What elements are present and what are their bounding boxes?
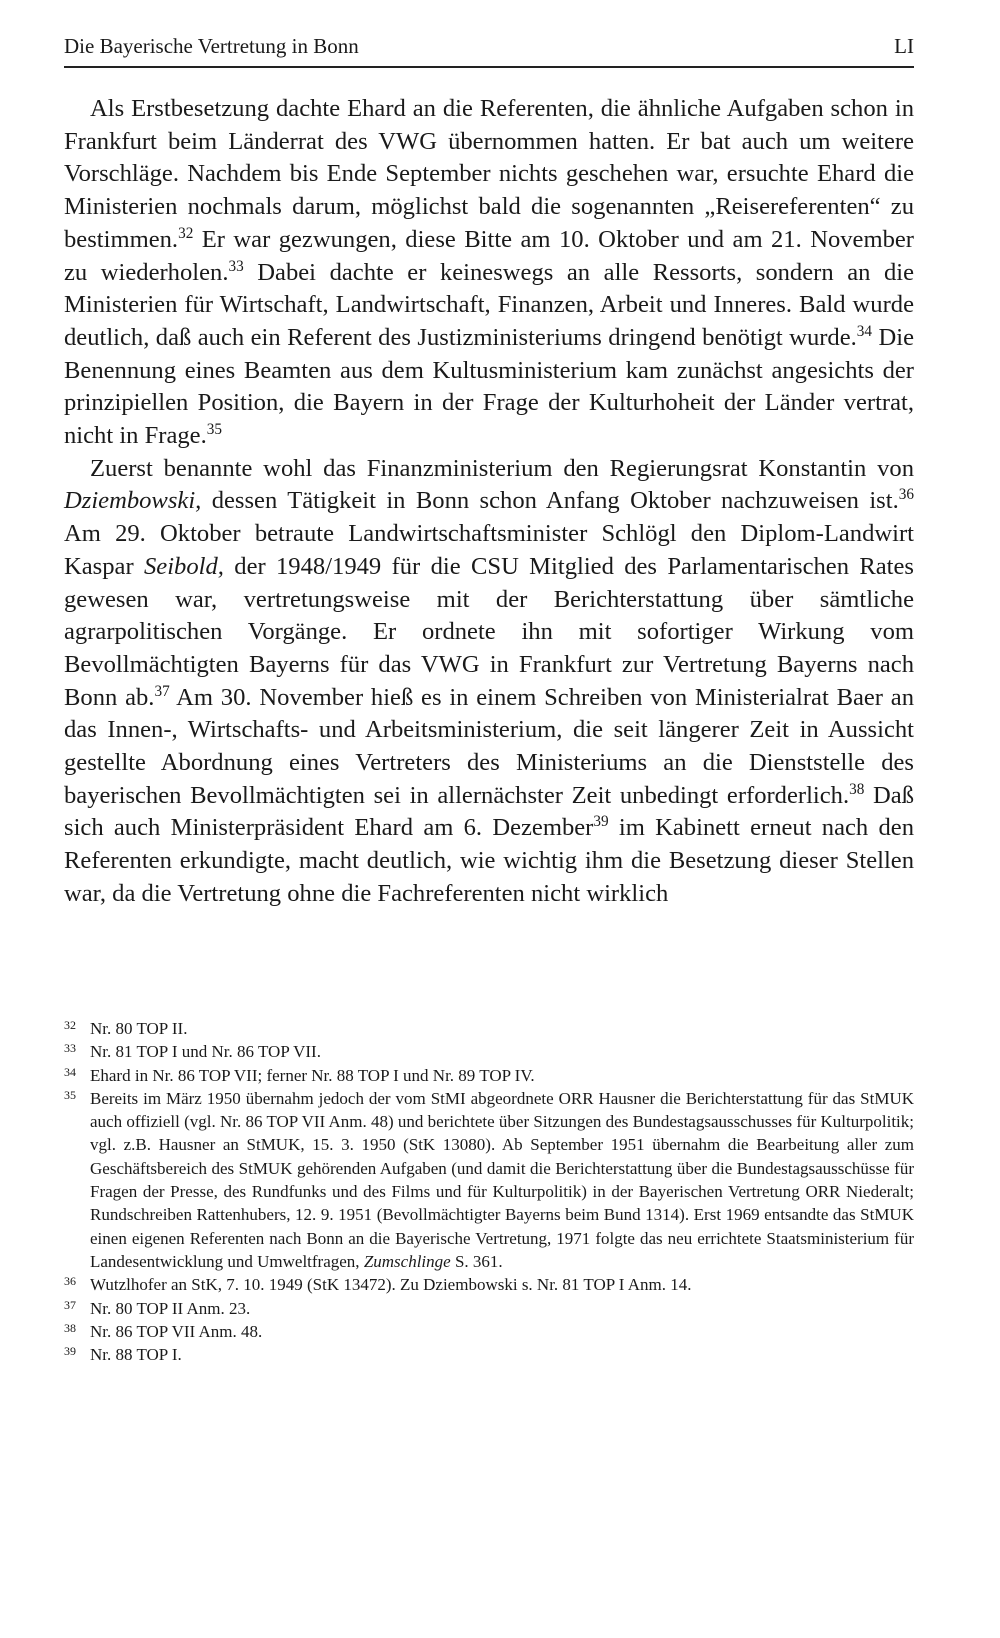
footnote-text: Ehard in Nr. 86 TOP VII; ferner Nr. 88 TOP I und Nr. 89 TOP IV. [90, 1065, 535, 1085]
footnote-number: 33 [64, 1041, 76, 1056]
footnote-number: 34 [64, 1064, 76, 1079]
footnote [64, 1040, 914, 1063]
body-text [64, 93, 914, 911]
footnote [64, 1320, 914, 1343]
footnote-number: 32 [64, 1018, 76, 1032]
text-run: Bereits im März 1950 übernahm jedoch der vom StMI abgeordnete ORR Hausner die Berichterstattung für das StMUK auch offiziell (vgl. Nr. 86 TOP VII Anm. 48) und berichtete über Sitzungen des Bundestagsausschusses für Kulturpolitik; vgl. z.B. Hausner an StMUK, 15. 3. 1950 (StK 13080). Ab September 1951 übernahm die Bearbeitung aller zum Geschäftsbereich des StMUK gehörenden Aufgaben (und damit die Berichterstattung über die Bundestagsausschüsse für Fragen der Presse, des Rundfunks und des Films und für Kulturpolitik) in der Bayerischen Vertretung ORR Niederalt; Rundschreiben Rattenhubers, 12. 9. 1951 (Bevollmächtigter Bayerns beim Bund 1314). Erst 1969 entsandte das StMUK einen eigenen Referenten nach Bonn an die Bayerische Vertretung, 1971 folgte das neu errichtete Staatsministerium für Landesentwicklung und Umweltfragen, [90, 1088, 914, 1271]
footnote [64, 1273, 914, 1296]
header-title: Die Bayerische Vertretung in Bonn [64, 34, 359, 58]
footnotes [64, 1017, 914, 1366]
footnote [64, 1064, 914, 1087]
paragraph [64, 453, 914, 911]
footnote-ref[interactable]: 38 [849, 780, 865, 798]
footnote [64, 1017, 914, 1040]
page-number: LI [894, 34, 914, 58]
footnote-ref[interactable]: 37 [154, 682, 170, 700]
footnote-text: Nr. 86 TOP VII Anm. 48. [90, 1321, 263, 1341]
footnote-ref[interactable]: 39 [593, 813, 609, 831]
text-run: dessen Tätigkeit in Bonn schon Anfang Oktober nachzuweisen ist. [201, 487, 899, 515]
footnote-ref[interactable]: 32 [178, 224, 194, 242]
footnote-ref[interactable]: 36 [898, 486, 914, 504]
footnote-ref[interactable]: 34 [856, 322, 873, 340]
text-run: Am 29. Oktober betraute Landwirtschaftsminister Schlögl den Diplom-Landwirt Kaspar [64, 520, 914, 580]
footnote-number: 36 [64, 1274, 76, 1289]
running-header [64, 34, 914, 59]
footnote-text: Wutzlhofer an StK, 7. 10. 1949 (StK 13472). Zu Dziembowski s. Nr. 81 TOP I Anm. 14. [90, 1275, 692, 1295]
text-run: Daß sich auch Ministerpräsident Ehard am 6. Dezember [64, 781, 914, 842]
text-run: Als Erstbesetzung dachte Ehard an die Referenten, die ähnliche Aufgaben schon in Frankfurt beim Länderrat des VWG übernommen hatten. Er bat auch um weitere Vorschläge. Nachdem bis Ende September nichts geschehen war, ersuchte Ehard die Ministerien nochmals darum, möglichst bald die sogenannten „Reisereferenten“ zu bestimmen. [64, 95, 914, 253]
person-name: Seibold, [144, 552, 224, 580]
footnote-number: 37 [64, 1297, 76, 1312]
text-run: im Kabinett erneut nach den Referenten erkundigte, macht deutlich, wie wichtig ihm die Besetzung dieser Stellen war, da die Vertretung ohne die Fachreferenten nicht wirklich [64, 814, 914, 907]
footnote-text: Nr. 88 TOP I. [90, 1345, 182, 1365]
paragraph [64, 93, 914, 453]
footnote [64, 1343, 914, 1366]
footnote-number: 39 [64, 1344, 76, 1359]
footnote [64, 1087, 914, 1273]
text-run: S. 361. [450, 1251, 503, 1271]
header-rule [64, 66, 914, 68]
footnote-ref[interactable]: 35 [206, 420, 222, 438]
footnote-number: 38 [64, 1320, 76, 1335]
footnote-text: Nr. 80 TOP II. [90, 1019, 188, 1038]
footnote [64, 1297, 914, 1320]
footnote-text: Nr. 81 TOP I und Nr. 86 TOP VII. [90, 1042, 321, 1062]
text-run: Am 30. November hieß es in einem Schreiben von Ministerialrat Baer an das Innen-, Wirtschafts- und Arbeitsministerium, die seit längerer Zeit in Aussicht gestellte Abordnung eines Vertreters des Ministeriums an die Dienststelle des bayerischen Bevollmächtigten sei in allernächster Zeit unbedingt erforderlich. [64, 683, 915, 809]
text-run: der 1948/1949 für die CSU Mitglied des Parlamentarischen Rates gewesen war, vertretungsweise mit der Berichterstattung über sämtliche agrarpolitischen Vorgänge. Er ordnete ihn mit sofortiger Wirkung vom Bevollmächtigten Bayerns für das VWG in Frankfurt zur Vertretung Bayerns nach Bonn ab. [64, 552, 914, 711]
footnote-number: 35 [64, 1087, 76, 1102]
text-run: Er war gezwungen, diese Bitte am 10. Oktober und am 21. November zu wiederholen. [64, 225, 914, 286]
text-run: Zuerst benannte wohl das Finanzministerium den Regierungsrat Konstantin von [90, 454, 914, 482]
text-run: Die Benennung eines Beamten aus dem Kultusministerium kam zunächst angesichts der prinzipiellen Position, die Bayern in der Frage der Kulturhoheit der Länder vertrat, nicht in Frage. [64, 323, 914, 450]
text-run: Dabei dachte er keineswegs an alle Ressorts, sondern an die Ministerien für Wirtschaft, Landwirtschaft, Finanzen, Arbeit und Inneres. Bald wurde deutlich, daß auch ein Referent des Justizministeriums dringend benötigt wurde. [64, 258, 915, 351]
author-name: Zumschlinge [363, 1251, 451, 1271]
person-name: Dziembowski, [64, 487, 202, 515]
footnote-ref[interactable]: 33 [228, 257, 244, 275]
footnote-text [90, 1087, 914, 1273]
footnote-text: Nr. 80 TOP II Anm. 23. [90, 1298, 251, 1318]
